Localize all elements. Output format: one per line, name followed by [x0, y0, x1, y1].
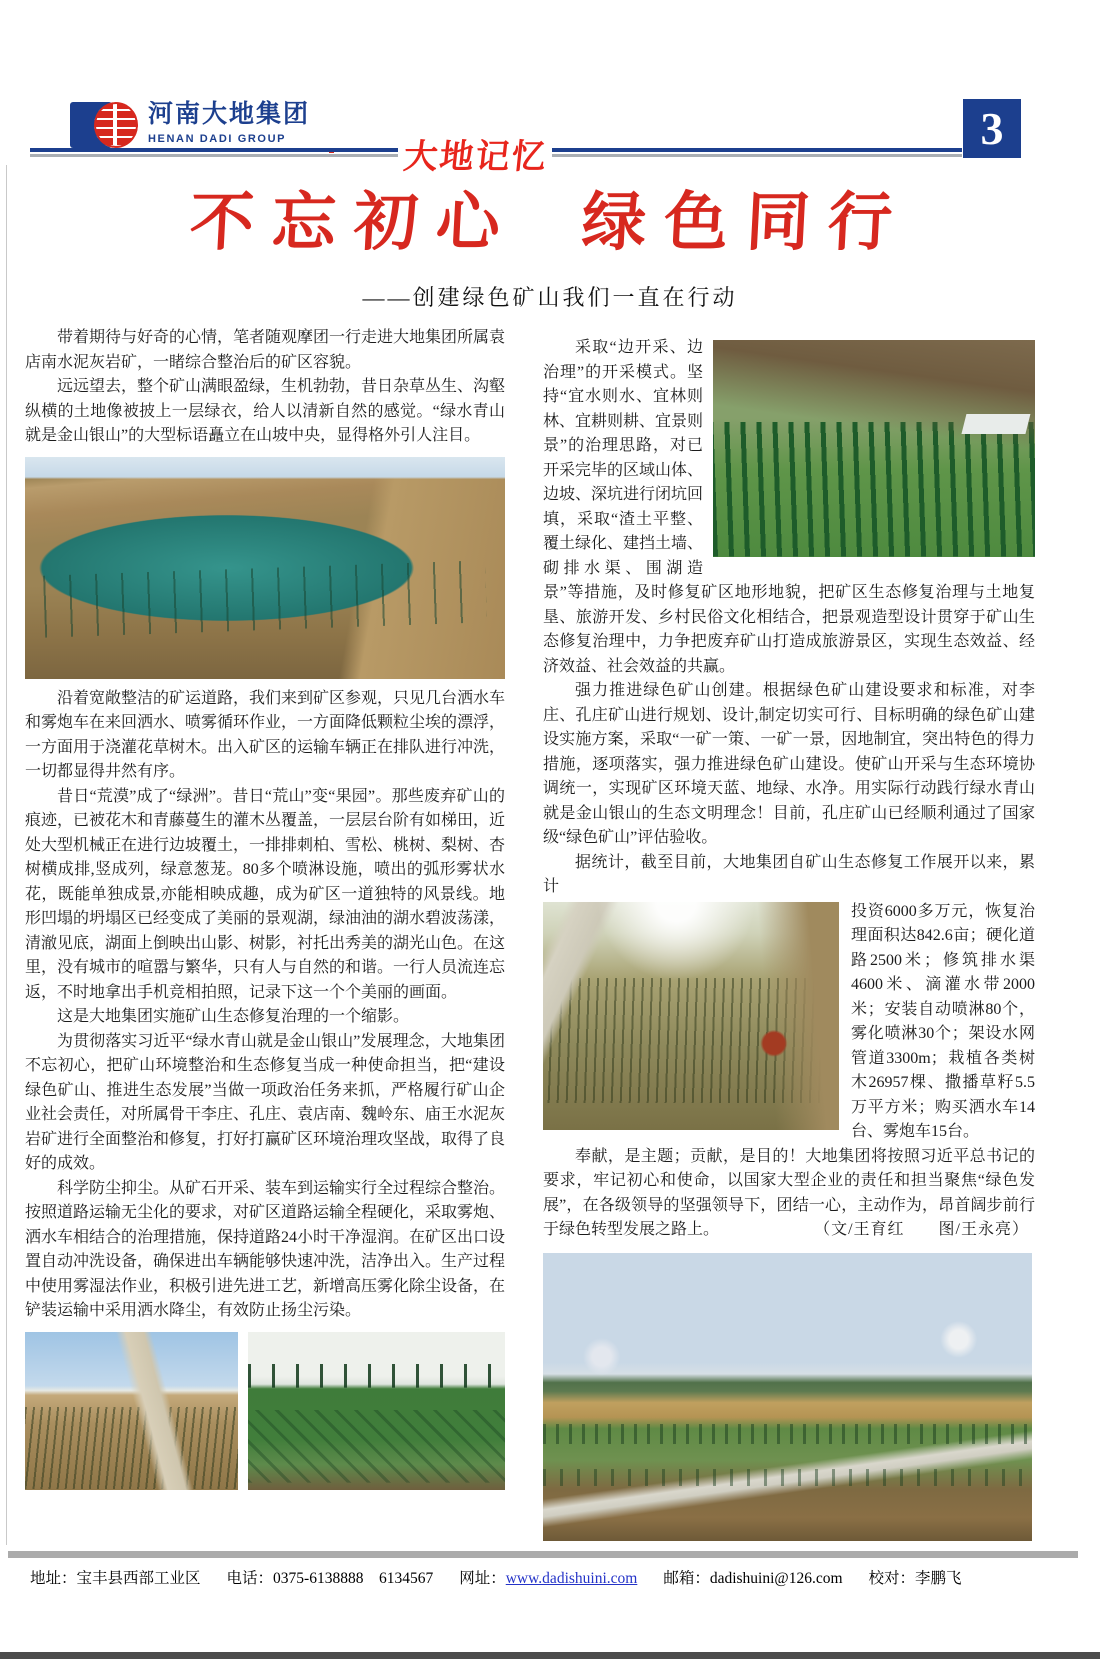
photo-mine-panorama	[543, 1253, 1032, 1541]
paragraph: 投资6000多万元，恢复治理面积达842.6亩；硬化道路2500米；修筑排水渠4600米、滴灌水带2000米；安装自动喷淋80个，雾化喷淋30个；架设水网管道3300m；栽植各类树木26957棵、撒播草籽5.5万平方米；购买洒水车14台、雾炮车15台。	[851, 902, 1035, 1140]
header-rule-left	[30, 148, 398, 158]
paragraph: 奉献，是主题；贡献，是目的！大地集团将按照习近平总书记的要求，牢记初心和使命，以国家大型企业的责任和担当聚焦“绿色发展”，在各级领导的坚强领导下，团结一心，主动作为，昂首阔步前行于绿色转型发展之路上。	[543, 1147, 1035, 1238]
page-number-badge: 3	[963, 99, 1021, 158]
paragraph: 带着期待与好奇的心情，笔者随观摩团一行走进大地集团所属袁店南水泥灰岩矿，一睹综合整治后的矿区容貌。	[25, 329, 506, 371]
logo-name-chinese: 河南大地集团	[148, 100, 311, 128]
paragraph: 沿着宽敞整洁的矿运道路，我们来到矿区参观，只见几台洒水车和雾炮车在来回洒水、喷雾循环作业，一方面降低颗粒尘埃的漂浮，一方面用于浇灌花草树木。出入矿区的运输车辆正在排队进行冲洗，一切都显得井然有序。	[25, 689, 506, 780]
section-title: 大地记忆	[401, 138, 550, 176]
footer-email-label: 邮箱：	[663, 1570, 710, 1587]
footer-divider-bar	[8, 1551, 1078, 1558]
photo-sapling-field	[25, 1332, 238, 1490]
byline: （文/王育红 图/王永亮）	[814, 1221, 1029, 1238]
photo-quarry-restoration	[543, 902, 839, 1130]
headline-subtitle: ——创建绿色矿山我们一直在行动	[362, 285, 738, 310]
footer-phone-value: 0375-6138888 6134567	[273, 1570, 434, 1587]
paragraph: 据统计，截至目前，大地集团自矿山生态修复工作展开以来，累计	[543, 853, 1035, 895]
photo-green-slope-poplars	[248, 1332, 505, 1490]
paragraph: 远远望去，整个矿山满眼盈绿，生机勃勃，昔日杂草丛生、沟壑纵横的土地像被披上一层绿衣，给人以清新自然的感觉。“绿水青山就是金山银山”的大型标语矗立在山坡中央，显得格外引人注目。	[25, 378, 506, 444]
footer-address-label: 地址：	[30, 1570, 77, 1587]
article-column-right	[543, 336, 1035, 1541]
logo-name-english: HENAN DADI GROUP	[148, 133, 287, 145]
dadi-group-logo-icon	[70, 100, 136, 152]
globe-icon	[94, 102, 138, 148]
footer-address-value: 宝丰县西部工业区	[76, 1570, 201, 1587]
photo-mine-lake	[25, 457, 505, 679]
paragraph: 这是大地集团实施矿山生态修复治理的一个缩影。	[57, 1008, 410, 1025]
footer-website-link[interactable]: www.dadishuini.com	[505, 1570, 638, 1587]
paragraph: 科学防尘抑尘。从矿石开采、装车到运输实行全过程综合整治。按照道路运输无尘化的要求，对矿区道路运输全程硬化，采取雾炮、洒水车相结合的治理措施，保持道路24小时干净湿润。在矿区出口设置自动冲洗设备，确保进出车辆能够快速冲洗，洁净出入。生产过程中使用雾湿法作业，积极引进先进工艺，新增高压雾化除尘设备，在铲装运输中采用洒水降尘，有效防止扬尘污染。	[25, 1179, 506, 1319]
footer-web-label: 网址：	[459, 1570, 506, 1587]
footer-email-value: dadishuini@126.com	[709, 1570, 843, 1587]
headline-title-part1: 不忘初心	[188, 187, 520, 258]
headline-title	[0, 183, 1100, 263]
paragraph: 强力推进绿色矿山创建。根据绿色矿山建设要求和标准，对李庄、孔庄矿山进行规划、设计,制定切实可行、目标明确的绿色矿山建设实施方案，采取“一矿一策、一矿一景，因地制宜，突出特色的得力措施，逐项落实，强力推进绿色矿山建设。使矿山开采与生态环境协调统一，实现矿区环境天蓝、地绿、水净。用实际行动践行绿水青山就是金山银山的生态文明理念！目前，孔庄矿山已经顺利通过了国家级“绿色矿山”评估验收。	[543, 682, 1035, 846]
article-headline	[0, 183, 1100, 312]
photo-hillside-tree-rows	[713, 340, 1035, 557]
header-rule-right	[552, 148, 962, 158]
paragraph: 采取“边开采、边治理”的开采模式。坚持“宜水则水、宜林则林、宜耕则耕、宜景则景”的治理思路，对已开采完毕的区域山体、边坡、深坑进行闭坑回填，采取“渣土平整、覆土绿化、建挡土墙、砌排水渠、围湖造景”等措施，及时修复矿区地形地貌，把矿区生态修复治理与土地复垦、旅游开发、乡村民俗文化相结合，把景观造型设计贯穿于矿山生态修复治理中，力争把废弃矿山打造成旅游景区，实现生态效益、经济效益、社会效益的共赢。	[543, 339, 1035, 675]
article-column-left	[25, 326, 505, 1490]
left-edge-rule	[6, 165, 7, 1545]
masthead-logo	[70, 100, 326, 152]
footer-proofreader-label: 校对：	[868, 1570, 916, 1587]
footer-proofreader-value: 李鹏飞	[915, 1570, 962, 1587]
footer-info	[30, 1566, 1080, 1588]
photo-row-bottom-left	[25, 1332, 505, 1490]
paragraph: 昔日“荒漠”成了“绿洲”。昔日“荒山”变“果园”。那些废弃矿山的痕迹，已被花木和青藤蔓生的灌木丛覆盖，一层层台阶有如梯田，近处大型机械正在进行边坡覆土，一排排刺柏、雪松、桃树、梨树、杏树横成排,竖成列，绿意葱茏。80多个喷淋设施，喷出的弧形雾状水花，既能单独成景,亦能相映成趣，成为矿区一道独特的风景线。地形凹塌的坍塌区已经变成了美丽的景观湖，绿油油的湖水碧波荡漾，清澈见底，湖面上倒映出山影、树影，衬托出秀美的湖光山色。在这里，没有城市的喧嚣与繁华，只有人与自然的和谐。一行人员流连忘返，不时地拿出手机竞相拍照，记录下这一个个美丽的画面。	[25, 787, 506, 1001]
headline-title-part2: 绿色同行	[580, 187, 912, 258]
footer-phone-label: 电话：	[226, 1570, 274, 1587]
page-bottom-bar	[0, 1652, 1100, 1659]
paragraph: 为贯彻落实习近平“绿水青山就是金山银山”发展理念，大地集团不忘初心，把矿山环境整治和生态修复当成一种使命担当，把“建设绿色矿山、推进生态发展”当做一项政治任务来抓，严格履行矿山企业社会责任，对所属骨干李庄、孔庄、袁店南、魏岭东、庙王水泥灰岩矿进行全面整治和修复，打好打赢矿区环境治理攻坚战，取得了良好的成效。	[25, 1032, 506, 1172]
